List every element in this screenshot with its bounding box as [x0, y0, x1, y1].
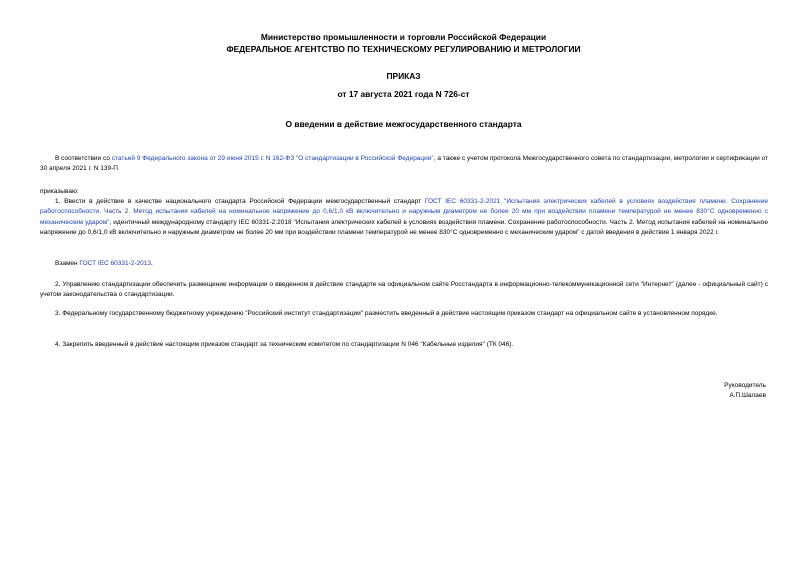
signature-block — [724, 381, 766, 402]
item-1-text-3: с датой введения в действие 1 января 2022 г. — [579, 229, 719, 237]
order-word: приказываю: — [40, 188, 79, 195]
item-1-paragraph — [40, 197, 768, 239]
preamble-text-1: В соответствии со — [55, 155, 112, 162]
item-3-paragraph: 3. Федеральному государственному бюджетному учреждению "Российский институт стандартизации" разместить введенный в действие настоящим приказом стандарт на официальном сайте в установленном порядке. — [55, 310, 718, 317]
order-title: ПРИКАЗ — [386, 71, 421, 81]
law-link[interactable]: статьей 9 Федерального закона от 29 июня 2015 г. N 162-ФЗ "О стандартизации в Российской Федерации" — [111, 155, 434, 162]
signatory-role: Руководитель — [724, 382, 766, 389]
document-header — [0, 32, 807, 55]
ministry-name: Министерство промышленности и торговли Российской Федерации — [260, 32, 547, 42]
replacement-paragraph — [40, 259, 768, 269]
replacement-text: Взамен — [55, 260, 80, 267]
order-subject: О введении в действие межгосударственного стандарта — [285, 119, 522, 129]
replacement-end: . — [151, 260, 153, 267]
item-1-text-2: , идентичный международному стандарту IEC 60331-2:2018 "Испытания электрических кабелей в условиях воздействия пламени. Сохранение работоспособности. Часть 2. Метод испытания кабелей на номинальное напряжение до 0,6/1,0 кВ включительно и наружным диаметром не более 20 мм при воздействии пламени температурой не менее 830°С одновременно с механическим ударом" — [40, 218, 768, 237]
signatory-name: А.П.Шалаев — [729, 392, 766, 400]
replaced-standard-link[interactable]: ГОСТ IEC 60331-2-2013 — [79, 260, 152, 267]
preamble-text-2: , а также с учетом протокола Межгосударственного совета по стандартизации, метрологии и сертификации от 30 апреля 2021 г. N 139-П — [40, 155, 768, 173]
order-date: от 17 августа 2021 года N 726-ст — [337, 89, 470, 99]
standard-link[interactable]: ГОСТ IEC 60331-2-2021 "Испытания электрических кабелей в условиях воздействия пламени. Сохранение работоспособности. Часть 2. Метод испытания кабелей на номинальное напряжение до 0,6/1,0 кВ включительно и наружным диаметром не более 20 мм при воздействии пламени температурой не менее 830°С одновременно с механическим ударом" — [40, 198, 768, 226]
item-2-paragraph: 2. Управлению стандартизации обеспечить размещение информации о введенном в действие стандарте на официальном сайте Росстандарта в информационно-телекоммуникационной сети "Интернет" (далее - официальный сайт) с учетом законодательства о стандартизации. — [40, 281, 768, 299]
preamble-paragraph — [40, 154, 768, 175]
item-4-paragraph: 4. Закрепить введенный в действие настоящим приказом стандарт за техническим комитетом по стандартизации N 046 "Кабельные изделия" (ТК 046). — [55, 341, 514, 348]
agency-name: ФЕДЕРАЛЬНОЕ АГЕНТСТВО ПО ТЕХНИЧЕСКОМУ РЕГУЛИРОВАНИЮ И МЕТРОЛОГИИ — [226, 43, 581, 54]
item-1-text-1: 1. Ввести в действие в качестве национального стандарта Российской Федерации межгосударственный стандарт — [55, 198, 425, 205]
